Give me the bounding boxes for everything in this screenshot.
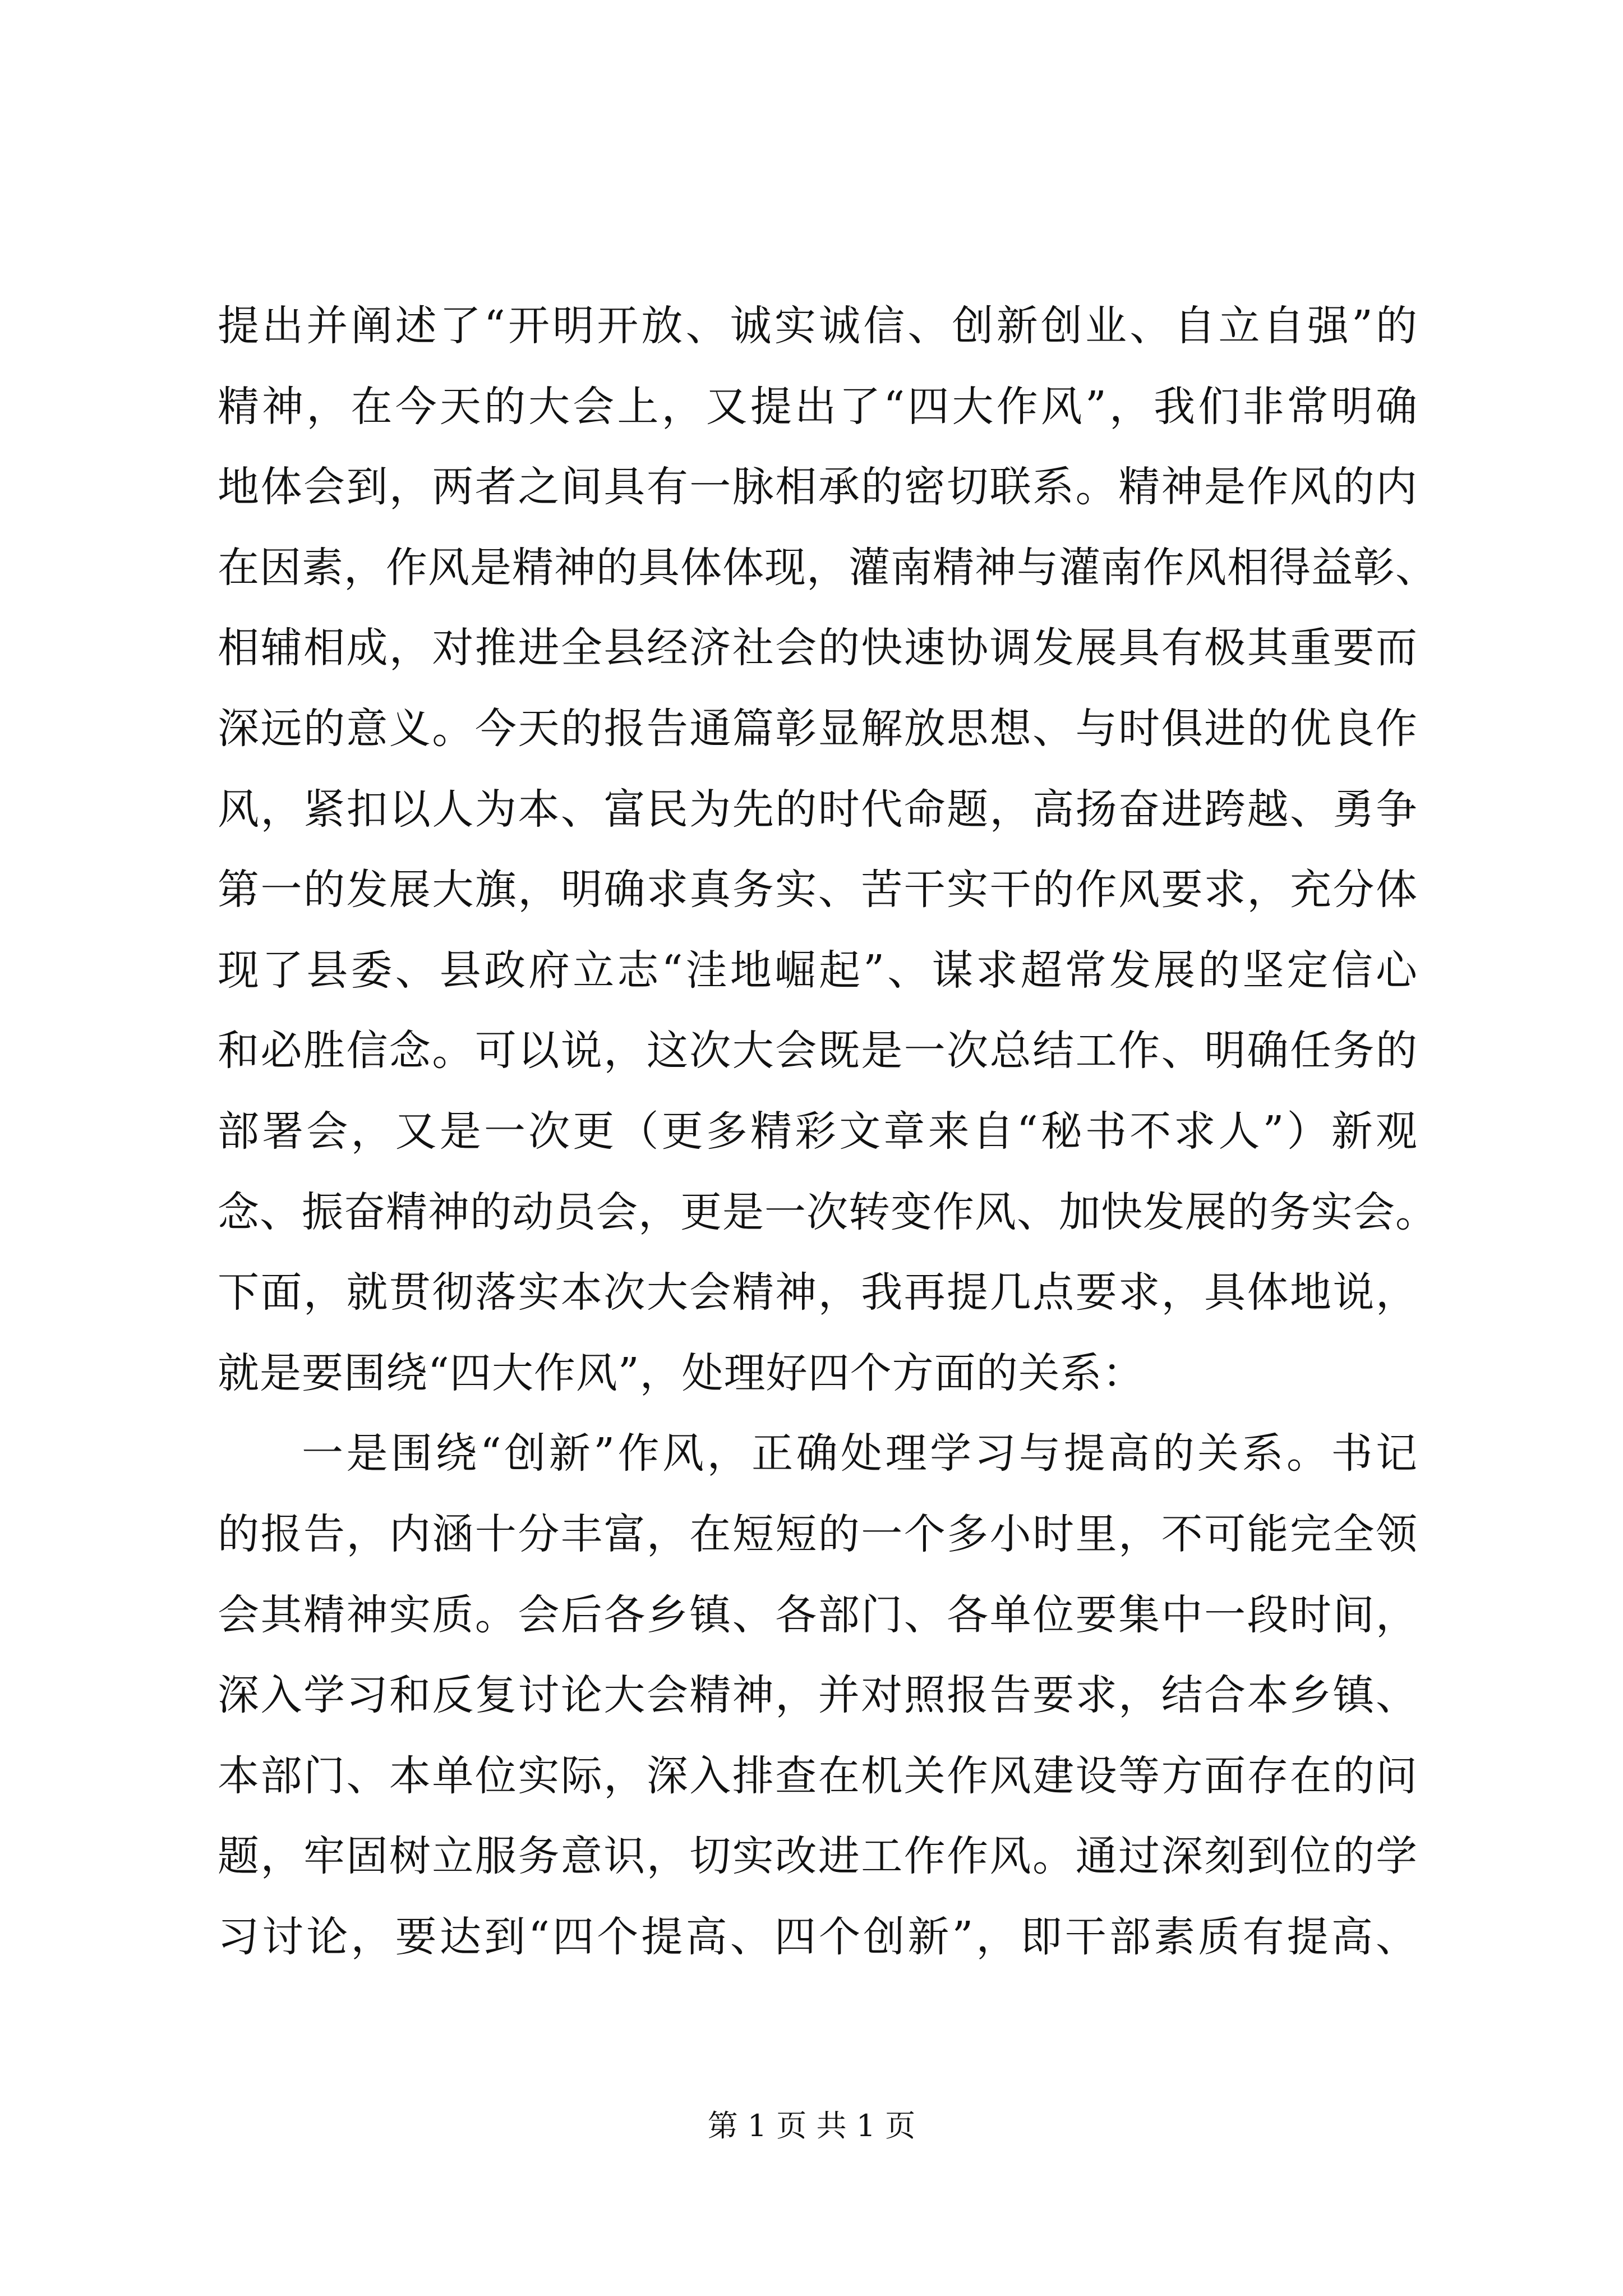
text-line: 地体会到，两者之间具有一脉相承的密切联系。精神是作风的内 — [218, 463, 1418, 512]
text-line: 深远的意义。今天的报告通篇彰显解放思想、与时俱进的优良作 — [218, 704, 1418, 753]
text-line: 深入学习和反复讨论大会精神，并对照报告要求，结合本乡镇、 — [218, 1671, 1418, 1720]
text-line: 相辅相成，对推进全县经济社会的快速协调发展具有极其重要而 — [218, 624, 1418, 673]
page-footer — [0, 2104, 1623, 2148]
text-line: 会其精神实质。会后各乡镇、各部门、各单位要集中一段时间， — [218, 1590, 1418, 1639]
text-line: 的报告，内涵十分丰富，在短短的一个多小时里，不可能完全领 — [218, 1510, 1418, 1558]
text-line: 和必胜信念。可以说，这次大会既是一次总结工作、明确任务的 — [218, 1027, 1418, 1075]
text-line: 风，紧扣以人为本、富民为先的时代命题，高扬奋进跨越、勇争 — [218, 785, 1418, 834]
text-line: 一是围绕“创新”作风，正确处理学习与提高的关系。书记 — [302, 1429, 1418, 1478]
document-body — [218, 286, 1437, 1977]
text-line: 习讨论，要达到“四个提高、四个创新”，即干部素质有提高、 — [218, 1912, 1418, 1961]
text-line: 提出并阐述了“开明开放、诚实诚信、创新创业、自立自强”的 — [218, 302, 1418, 350]
paragraph-1 — [218, 286, 1437, 1414]
text-line: 现了县委、县政府立志“洼地崛起”、谋求超常发展的坚定信心 — [218, 946, 1418, 995]
text-line: 精神，在今天的大会上，又提出了“四大作风”，我们非常明确 — [218, 382, 1418, 431]
text-line: 本部门、本单位实际，深入排查在机关作风建设等方面存在的问 — [218, 1751, 1418, 1800]
text-line: 就是要围绕“四大作风”，处理好四个方面的关系： — [218, 1349, 1145, 1397]
text-line: 第一的发展大旗，明确求真务实、苦干实干的作风要求，充分体 — [218, 866, 1418, 914]
paragraph-2 — [218, 1414, 1418, 1977]
text-line: 题，牢固树立服务意识，切实改进工作作风。通过深刻到位的学 — [218, 1832, 1418, 1881]
text-line: 部署会，又是一次更（更多精彩文章来自“秘书不求人”）新观 — [218, 1107, 1418, 1156]
text-line: 念、振奋精神的动员会，更是一次转变作风、加快发展的务实会。 — [218, 1188, 1437, 1236]
page-number: 第 1 页 共 1 页 — [707, 2108, 916, 2143]
text-line: 下面，就贯彻落实本次大会精神，我再提几点要求，具体地说， — [218, 1268, 1418, 1317]
text-line: 在因素，作风是精神的具体体现，灌南精神与灌南作风相得益彰、 — [218, 543, 1437, 592]
